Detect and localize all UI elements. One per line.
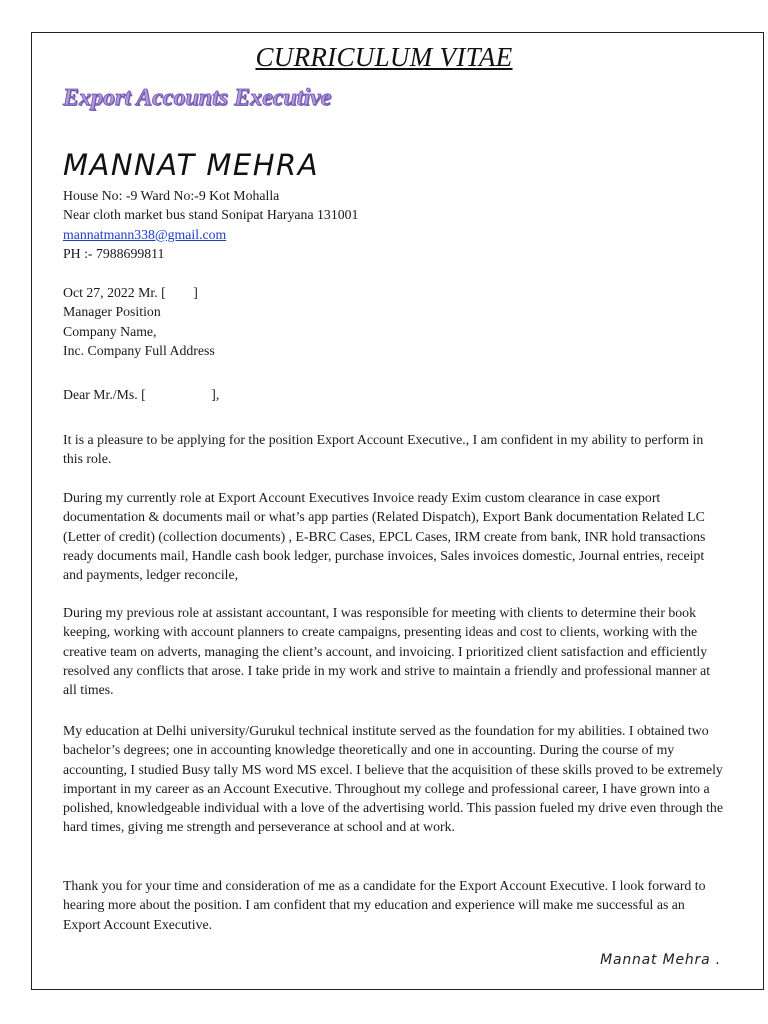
position-title: Export Accounts Executive — [63, 85, 332, 111]
document-title: CURRICULUM VITAE — [255, 42, 513, 72]
address-line-2: Near cloth market bus stand Sonipat Haryana 131001 — [63, 207, 359, 223]
paragraph-current-role: During my currently role at Export Account Executives Invoice ready Exim custom clearance in case export documentation & documents mail or what’s app parties (Related Dispatch), Export Bank documentation Related LC (Letter of credit) (collection documents) , E-BRC Cases, EPCL Cases, IRM create from bank, INR hold transactions ready documents mail, Handle cash book ledger, purchase invoices, Sales invoices domestic, Journal entries, receipt and payments, ledger reconcile, — [63, 490, 706, 583]
recipient-block — [63, 283, 215, 361]
applicant-name: MANNAT MEHRA — [63, 148, 320, 182]
address-line-1: House No: -9 Ward No:-9 Kot Mohalla — [63, 188, 280, 203]
contact-block — [63, 186, 358, 264]
paragraph-previous-role: During my previous role at assistant accountant, I was responsible for meeting with clients to determine their book keeping, working with account planners to create campaigns, presenting ideas and cost to clients, working with the creative team on adverts, managing the client’s account, and invoicing. I prioritized client satisfaction and efficiently resolved any conflicts that arose. I take pride in my work and strive to maintain a friendly and professional manner at all times. — [63, 605, 711, 698]
phone-number: PH :- 7988699811 — [63, 246, 165, 262]
paragraph-education: My education at Delhi university/Gurukul technical institute served as the foundation for my abilities. I obtained two bachelor’s degrees; one in accounting knowledge theoretically and one in accounting. During the course of my accounting, I studied Busy tally MS word MS excel. I believe that the acquisition of these skills proved to be extremely important in my career as an Account Executive. Throughout my college and professional career, I have grown into a polished, knowledgeable individual with a love of the advertising world. This passion fueled my drive even through the hard times, giving me strength and perseverance at school and at work. — [63, 723, 723, 835]
recipient-address: Inc. Company Full Address — [63, 343, 215, 359]
recipient-position: Manager Position — [63, 304, 161, 320]
recipient-company: Company Name, — [63, 323, 157, 339]
paragraph-intro: It is a pleasure to be applying for the position Export Account Executive., I am confident in my ability to perform in this role. — [63, 432, 704, 467]
salutation-text: Dear Mr./Ms. [ ], — [63, 387, 220, 402]
signature: Mannat Mehra . — [600, 952, 721, 968]
salutation — [63, 385, 219, 404]
paragraph-closing: Thank you for your time and consideration of me as a candidate for the Export Account Executive. I look forward to hearing more about the position. I am confident that my education and experience will make me successful as an Export Account Executive. — [63, 878, 706, 932]
date-line: Oct 27, 2022 Mr. [ ] — [63, 285, 198, 300]
email-link[interactable]: mannatmann338@gmail.com — [63, 226, 227, 242]
